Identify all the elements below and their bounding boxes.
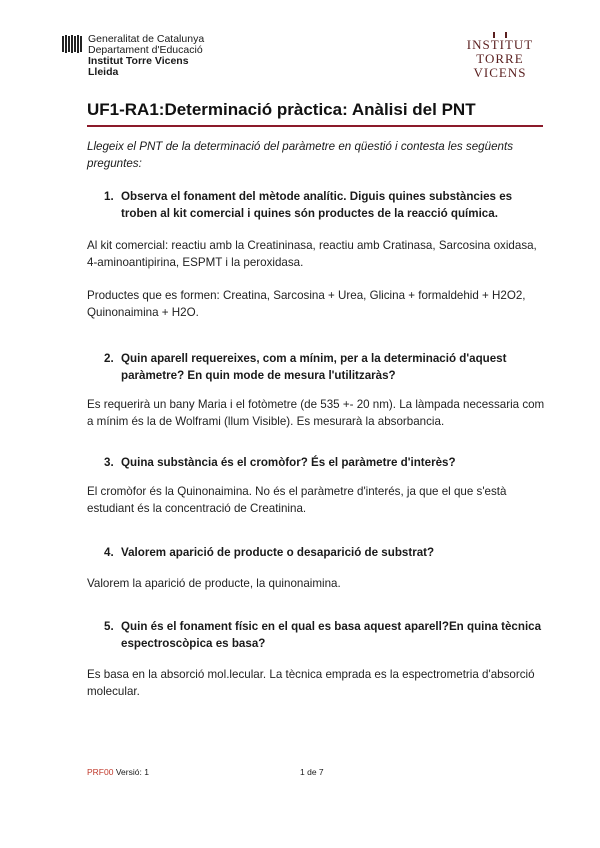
school-city: Lleida — [88, 66, 119, 78]
institut-logo — [450, 38, 550, 80]
answer-2: Es requerirà un bany Maria i el fotòmetre (de 535 +- 20 nm). La làmpada necessaria com a mínim és la de Wolframi (llum Visible). Es mesurarà la absorbancia. — [87, 398, 545, 428]
question-number: 3. — [104, 456, 114, 469]
document-body — [87, 138, 547, 700]
answer-1b: Productes que es formen: Creatina, Sarcosina + Urea, Glicina + formaldehid + H2O2, Quinonaimina + H2O. — [87, 289, 526, 319]
page-title: UF1-RA1:Determinació pràctica: Anàlisi del PNT — [87, 100, 476, 119]
question-number: 2. — [104, 352, 114, 365]
answer-5: Es basa en la absorció mol.lecular. La tècnica emprada es la espectrometria d'absorció molecular. — [87, 668, 535, 698]
answer-4: Valorem la aparició de producte, la quinonaimina. — [87, 577, 341, 590]
document-footer — [87, 767, 547, 779]
page-number: 1 de 7 — [300, 767, 324, 777]
title-divider — [87, 125, 543, 127]
answer-3: El cromòfor és la Quinonaimina. No és el paràmetre d'interés, ja que el que s'està estudiant és la concentració de Creatinina. — [87, 485, 507, 515]
intro-text: Llegeix el PNT de la determinació del paràmetre en qüestió i contesta les següents preguntes: — [87, 140, 513, 170]
question-4 — [87, 544, 547, 561]
question-text: Valorem aparició de producte o desaparició de substrat? — [121, 546, 435, 559]
org-line-1: Generalitat de Catalunya — [88, 33, 205, 45]
question-number: 1. — [104, 190, 114, 203]
logo-line-1: INSTITUT — [466, 37, 534, 52]
org-line-2: Departament d'Educació — [88, 44, 203, 56]
generalitat-logo-icon — [62, 36, 82, 53]
document-code: PRF00 — [87, 767, 114, 777]
question-2 — [87, 350, 547, 384]
question-3 — [87, 454, 547, 471]
question-text: Observa el fonament del mètode analític. Diguis quines substàncies es troben al kit comercial i quines són productes de la reacció química. — [121, 190, 513, 220]
question-1 — [87, 188, 547, 222]
question-5 — [87, 618, 547, 652]
logo-line-2: TORRE VICENS — [473, 51, 527, 80]
document-header — [62, 34, 552, 84]
document-version: Versió: 1 — [115, 767, 149, 777]
question-text: Quin aparell requereixes, com a mínim, per a la determinació d'aquest paràmetre? En quin mode de mesura l'utilitzaràs? — [121, 352, 507, 382]
question-text: Quin és el fonament físic en el qual es basa aquest aparell?En quina tècnica espectroscòpica es basa? — [121, 620, 542, 650]
answer-1a: Al kit comercial: reactiu amb la Creatininasa, reactiu amb Cratinasa, Sarcosina oxidasa, 4-aminoantipirina, ESPMT i la peroxidasa. — [87, 239, 537, 269]
question-number: 5. — [104, 620, 114, 633]
question-number: 4. — [104, 546, 114, 559]
organization-block — [88, 34, 204, 78]
school-name: Institut Torre Vicens — [88, 55, 189, 67]
tower-icon — [493, 32, 507, 38]
question-text: Quina substància és el cromòfor? És el paràmetre d'interès? — [121, 456, 456, 469]
